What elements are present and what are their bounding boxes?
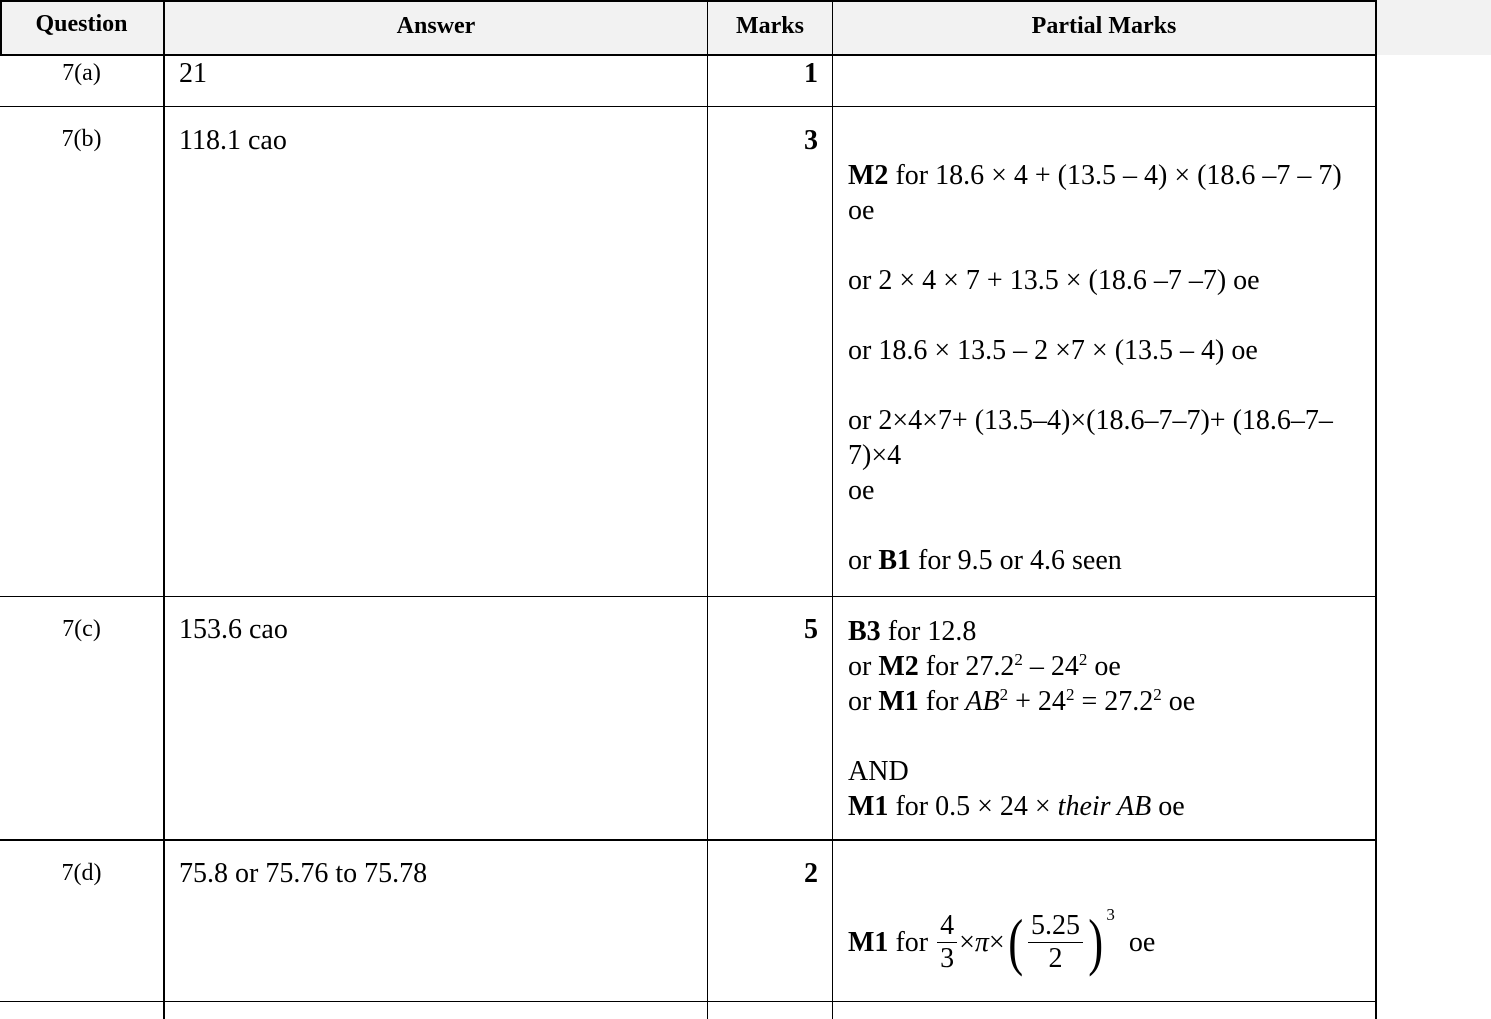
- method-line: or M1 for $AB^2 + 24^2 = 27.2^2$ oe: [848, 685, 1196, 717]
- mark-code: M2: [878, 651, 919, 682]
- row-divider: [0, 106, 1376, 107]
- method-line: or B1 for 9.5 or 4.6 seen: [848, 545, 1122, 576]
- mark-code: M1: [848, 926, 889, 958]
- method-line: AND: [848, 756, 909, 787]
- mark-code: M1: [848, 791, 889, 822]
- marks-value: 1: [804, 58, 818, 89]
- column-divider: [832, 0, 833, 1019]
- column-divider: [163, 0, 165, 1019]
- answer-text: 118.1 cao: [179, 125, 287, 156]
- method-line: M2 for 18.6 × 4 + (13.5 – 4) × (18.6 –7 – 7) oe: [848, 160, 1342, 226]
- fraction-four-thirds: $\frac{4}{3}$: [937, 910, 957, 975]
- mark-code: M1: [878, 686, 919, 717]
- partial-marks-7b: [848, 158, 1363, 578]
- question-number: 7(b): [61, 126, 102, 152]
- method-line: M1 for 0.5 × 24 × their AB oe: [848, 791, 1185, 822]
- answer-text: 75.8 or 75.76 to 75.78: [179, 858, 428, 889]
- header-answer: Answer: [396, 13, 476, 39]
- marks-value: 3: [804, 125, 818, 156]
- method-line: or 2 × 4 × 7 + 13.5 × (18.6 –7 –7) oe: [848, 265, 1260, 296]
- mark-code: M2: [848, 160, 889, 191]
- answer-text: 21: [179, 58, 207, 89]
- partial-marks-7d: M1 for $\frac{4}{3}$ × π × ( $\frac{5.25}{2}$ ) 3 oe: [848, 905, 1156, 977]
- row-divider: [0, 596, 1376, 597]
- fraction-radius: $\frac{5.25}{2}$: [1028, 910, 1083, 975]
- method-line: oe: [848, 475, 875, 506]
- marks-value: 2: [804, 858, 818, 889]
- header-partial-marks: Partial Marks: [1031, 13, 1177, 39]
- method-line: B3 for 12.8: [848, 616, 977, 647]
- header-bottom-rule: [0, 54, 1376, 56]
- question-number: 7(d): [61, 860, 102, 886]
- mark-code: B3: [848, 616, 881, 647]
- method-line: or M2 for $27.2^2 - 24^2$ oe: [848, 650, 1121, 682]
- header-question: Question: [35, 11, 128, 37]
- question-number: 7(a): [62, 60, 101, 86]
- row-divider: [0, 839, 1376, 841]
- method-line: or 2×4×7+ (13.5–4)×(18.6–7–7)+ (18.6–7–7)×4: [848, 405, 1333, 471]
- answer-text: 153.6 cao: [179, 614, 288, 645]
- header-top-rule: [0, 0, 1376, 2]
- right-border: [1375, 0, 1377, 1019]
- question-number: 7(c): [62, 616, 101, 642]
- marks-value: 5: [804, 614, 818, 645]
- partial-marks-7c: [848, 614, 1363, 824]
- mark-code: B1: [878, 545, 912, 576]
- header-marks: Marks: [736, 13, 804, 39]
- row-divider: [0, 1001, 1376, 1002]
- method-line: or 18.6 × 13.5 – 2 ×7 × (13.5 – 4) oe: [848, 335, 1258, 366]
